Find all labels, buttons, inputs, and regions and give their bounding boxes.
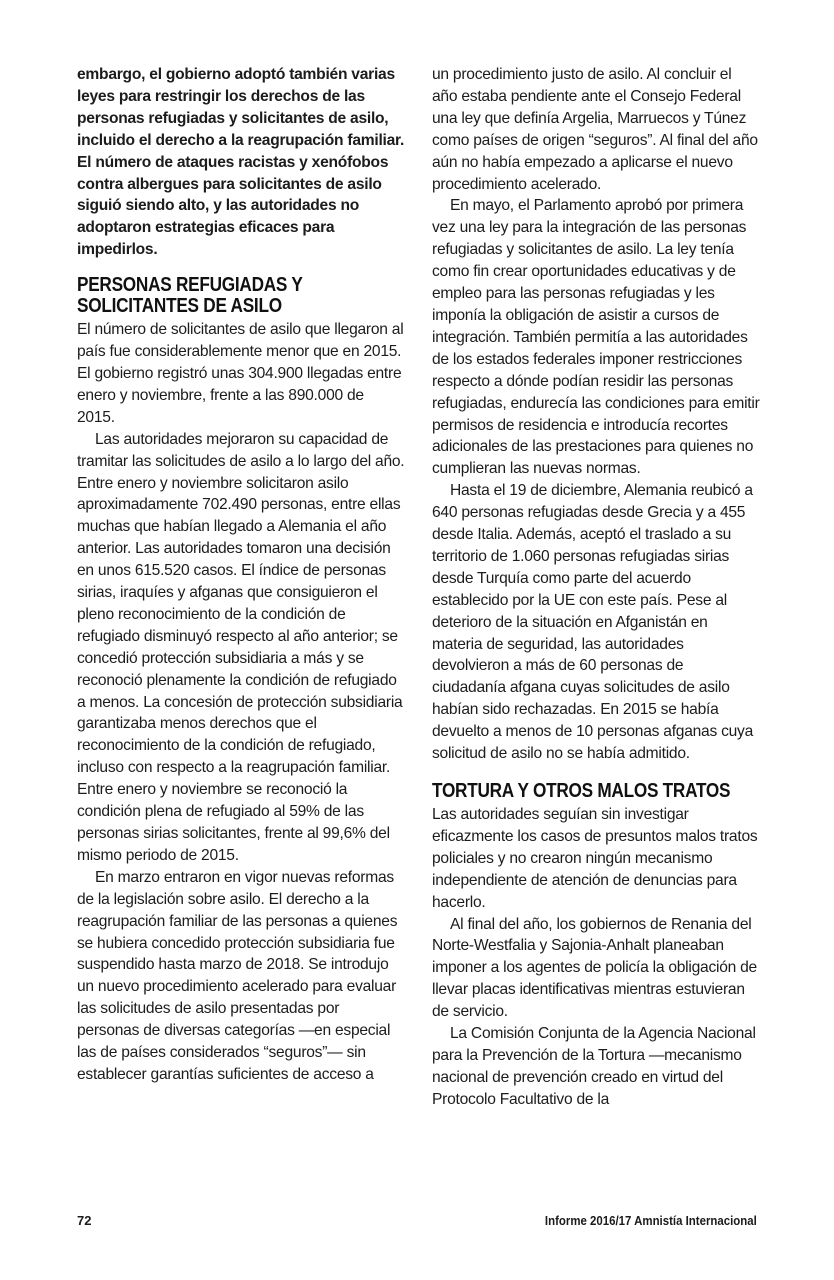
paragraph: En marzo entraron en vigor nuevas reformas de la legislación sobre asilo. El derecho a la reagrupación familiar de las personas a quienes se hubiera concedido protección subsidiaria fue suspendido hasta marzo de 2018. Se introdujo un nuevo procedimiento acelerado para evaluar las solicitudes de asilo presentadas por personas de diversas categorías —en especial las de países considerados “seguros”— sin establecer garantías suficientes de acceso a [77, 868, 398, 1083]
right-column [432, 64, 760, 1111]
paragraph: En mayo, el Parlamento aprobó por primera vez una ley para la integración de las personas refugiadas y solicitantes de asilo. La ley tenía como fin crear oportunidades educativas y de empleo para las personas refugiadas y les imponía la obligación de asistir a cursos de integración. También permitía a las autoridades de los estados federales imponer restricciones respecto a dónde podían residir las personas refugiadas, endurecía las condiciones para emitir permisos de residencia e introducía recortes adicionales de las prestaciones para quienes no cumplieran las nuevas normas. [432, 197, 760, 478]
page-number: 72 [77, 1213, 92, 1228]
left-column [77, 64, 405, 1086]
paragraph: El número de solicitantes de asilo que llegaron al país fue considerablemente menor que en 2015. El gobierno registró unas 304.900 llegadas entre enero y noviembre, frente a las 890.000 de 2015. [77, 321, 404, 426]
paragraph: Hasta el 19 de diciembre, Alemania reubicó a 640 personas refugiadas desde Grecia y a 455 desde Italia. Además, aceptó el traslado a su territorio de 1.060 personas refugiadas sirias desde Turquía como parte del acuerdo establecido por la UE con este país. Pese al deterioro de la situación en Afganistán en materia de seguridad, las autoridades devolvieron a más de 60 personas de ciudadanía afgana cuyas solicitudes de asilo habían sido rechazadas. En 2015 se había devuelto a menos de 10 personas afganas cuya solicitud de asilo no se había admitido. [432, 482, 754, 763]
intro-paragraph: embargo, el gobierno adoptó también varias leyes para restringir los derechos de las personas refugiadas y solicitantes de asilo, incluido el derecho a la reagrupación familiar. El número de ataques racistas y xenófobos contra albergues para solicitantes de asilo siguió siendo alto, y las autoridades no adoptaron estrategias eficaces para impedirlos. [77, 66, 405, 259]
paragraph: Las autoridades mejoraron su capacidad de tramitar las solicitudes de asilo a lo largo del año. Entre enero y noviembre solicitaron asilo aproximadamente 702.490 personas, entre ellas muchas que habían llegado a Alemania el año anterior. Las autoridades tomaron una decisión en unos 615.520 casos. El índice de personas sirias, iraquíes y afganas que consiguieron el pleno reconocimiento de la condición de refugiado disminuyó respecto al año anterior; se concedió protección subsidiaria a más y se reconoció plenamente la condición de refugiado a menos. La concesión de protección subsidiaria garantizaba menos derechos que el reconocimiento de la condición de refugiado, incluso con respecto a la reagrupación familiar. Entre enero y noviembre se reconoció la condición plena de refugiado al 59% de las personas sirias solicitantes, frente al 99,6% del mismo periodo de 2015. [77, 430, 405, 864]
paragraph: La Comisión Conjunta de la Agencia Nacional para la Prevención de la Tortura —mecanismo nacional de prevención creado en virtud del Protocolo Facultativo de la [432, 1025, 756, 1108]
page-footer [77, 1213, 757, 1231]
running-title: Informe 2016/17 Amnistía Internacional [545, 1213, 757, 1228]
section-heading-torture: TORTURA Y OTROS MALOS TRATOS [432, 780, 731, 802]
section-heading-refugees: PERSONAS REFUGIADAS Y SOLICITANTES DE ASILO [77, 274, 303, 318]
paragraph: Al final del año, los gobiernos de Renania del Norte-Westfalia y Sajonia-Anhalt planeaban imponer a los agentes de policía la obligación de llevar placas identificativas mientras estuvieran de servicio. [432, 915, 757, 1021]
paragraph: Las autoridades seguían sin investigar eficazmente los casos de presuntos malos tratos policiales y no crearon ningún mecanismo independiente de atención de denuncias para hacerlo. [432, 806, 758, 911]
paragraph: un procedimiento justo de asilo. Al concluir el año estaba pendiente ante el Consejo Federal una ley que definía Argelia, Marruecos y Túnez como países de origen “seguros”. Al final del año aún no había empezado a aplicarse el nuevo procedimiento acelerado. [432, 66, 758, 193]
